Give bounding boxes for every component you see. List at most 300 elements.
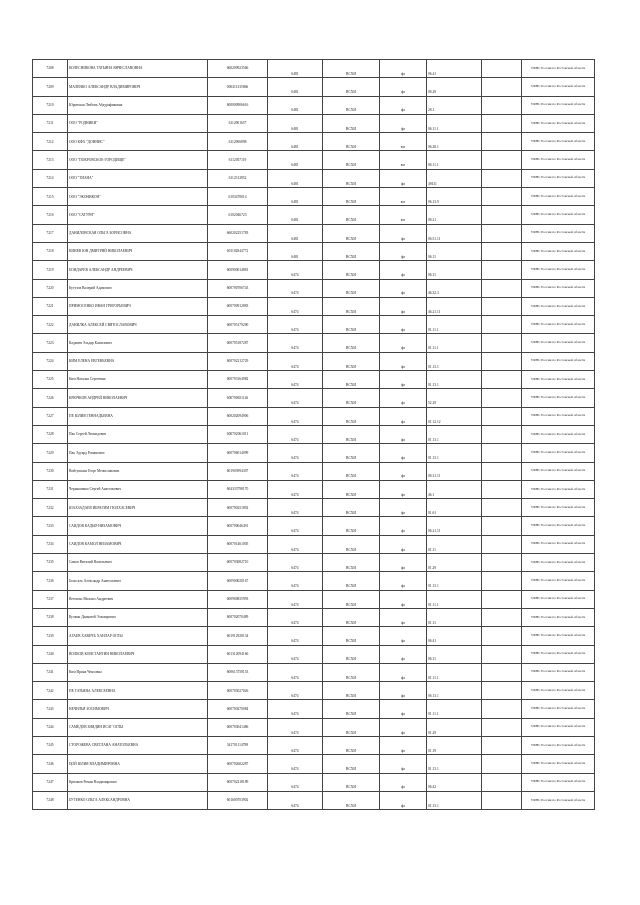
inn-number: 6102046723: [208, 206, 268, 224]
person-type: фл: [380, 169, 427, 187]
tax-office-code: 6481: [268, 114, 323, 132]
holder-name: ООО "ПОКРОВСКОЕ-ГОРОДИЩЕ": [68, 151, 208, 169]
person-type: фл: [380, 700, 427, 718]
empty-cell: [482, 371, 522, 389]
inn-number: 600900014881: [208, 261, 268, 279]
holder-name: Кутузов Валерий Адамович: [68, 279, 208, 297]
table-row: [33, 60, 595, 78]
person-type: фл: [380, 261, 427, 279]
person-type: фл: [380, 627, 427, 645]
tax-kind: ВСХИ: [323, 736, 380, 754]
tax-authority: УФНС России по Ростовской области: [522, 791, 595, 809]
tax-office-code: 6474: [268, 718, 323, 736]
activity-code: 01.13.1: [427, 425, 482, 443]
tax-office-code: 6474: [268, 773, 323, 791]
empty-cell: [482, 718, 522, 736]
row-number: 7232: [33, 499, 68, 517]
tax-authority: УФНС России по Ростовской области: [522, 169, 595, 187]
table-row: [33, 736, 595, 754]
tax-kind: ВСХИ: [323, 499, 380, 517]
holder-name: ООО "ЭКОНИКОН": [68, 188, 208, 206]
inn-number: 604333798170: [208, 480, 268, 498]
row-number: 7246: [33, 755, 68, 773]
holder-name: Самов Виталий Васильевич: [68, 554, 208, 572]
tax-office-code: 6474: [268, 371, 323, 389]
empty-cell: [482, 499, 522, 517]
holder-name: БУТЕНКО ОЛЬГА АЛЕКСАНДРОВНА: [68, 791, 208, 809]
inn-number: 600703041486: [208, 718, 268, 736]
inn-number: 6112901657: [208, 114, 268, 132]
person-type: фл: [380, 590, 427, 608]
person-type: фл: [380, 407, 427, 425]
holder-name: ВОЛКОВ КОНСТАНТИН НИКОЛАЕВИЧ: [68, 645, 208, 663]
holder-name: САИДОВ КАМОЛ НИЗАМОВИЧ: [68, 535, 208, 553]
inn-number: 600705179290: [208, 316, 268, 334]
activity-code: 01.11.1: [427, 590, 482, 608]
table-row: [33, 78, 595, 96]
inn-number: 660202251783: [208, 224, 268, 242]
holder-name: КОЛЕСНИКОВА ТАТЬЯНА ВЯЧЕСЛАВОВНА: [68, 60, 208, 78]
holder-name: СТОРОЖЕВА СВЕТЛАНА АНАТОЛЬЕВНА: [68, 736, 208, 754]
inn-number: 600700251892: [208, 499, 268, 517]
person-type: юл: [380, 151, 427, 169]
tax-authority: УФНС России по Ростовской области: [522, 663, 595, 681]
row-number: 7231: [33, 480, 68, 498]
tax-authority: УФНС России по Ростовской области: [522, 96, 595, 114]
person-type: фл: [380, 682, 427, 700]
tax-kind: ВСХИ: [323, 114, 380, 132]
activity-code: 01.11: [427, 535, 482, 553]
inn-number: 601903994307: [208, 462, 268, 480]
person-type: фл: [380, 60, 427, 78]
holder-name: БОНДАРЕВ АЛЕКСАНДР АНДРЕЕВИЧ: [68, 261, 208, 279]
empty-cell: [482, 407, 522, 425]
table-row: [33, 96, 595, 114]
row-number: 7211: [33, 114, 68, 132]
tax-office-code: 6474: [268, 389, 323, 407]
tax-authority: УФНС России по Ростовской области: [522, 371, 595, 389]
tax-authority: УФНС России по Ростовской области: [522, 608, 595, 626]
activity-code: 01.13.1: [427, 755, 482, 773]
tax-kind: ВСХИ: [323, 371, 380, 389]
activity-code: 06.11: [427, 261, 482, 279]
tax-authority: УФНС России по Ростовской области: [522, 554, 595, 572]
activity-code: 06.31.11: [427, 462, 482, 480]
tax-office-code: 6481: [268, 151, 323, 169]
row-number: 7240: [33, 645, 68, 663]
tax-office-code: 6474: [268, 663, 323, 681]
tax-authority: УФНС России по Ростовской области: [522, 755, 595, 773]
tax-office-code: 6474: [268, 499, 323, 517]
table-row: [33, 242, 595, 260]
person-type: фл: [380, 96, 427, 114]
empty-cell: [482, 389, 522, 407]
tax-office-code: 6481: [268, 169, 323, 187]
activity-code: 06.29: [427, 78, 482, 96]
activity-code: 06.11: [427, 242, 482, 260]
row-number: 7216: [33, 206, 68, 224]
tax-authority: УФНС России по Ростовской области: [522, 334, 595, 352]
tax-kind: ВСХИ: [323, 151, 380, 169]
person-type: фл: [380, 389, 427, 407]
empty-cell: [482, 60, 522, 78]
table-row: [33, 663, 595, 681]
row-number: 7228: [33, 425, 68, 443]
row-number: 7224: [33, 352, 68, 370]
tax-authority: УФНС России по Ростовской области: [522, 407, 595, 425]
row-number: 7209: [33, 78, 68, 96]
activity-code: 06.21: [427, 206, 482, 224]
person-type: фл: [380, 316, 427, 334]
tax-office-code: 6474: [268, 572, 323, 590]
activity-code: 01.29: [427, 718, 482, 736]
tax-authority: УФНС России по Ростовской области: [522, 682, 595, 700]
tax-kind: ВСХИ: [323, 242, 380, 260]
tax-authority: УФНС России по Ростовской области: [522, 78, 595, 96]
row-number: 7219: [33, 261, 68, 279]
inn-number: 600700651126: [208, 389, 268, 407]
row-number: 7214: [33, 169, 68, 187]
activity-code: 06.42: [427, 773, 482, 791]
person-type: фл: [380, 718, 427, 736]
tax-kind: ВСХИ: [323, 279, 380, 297]
tax-kind: ВСХИ: [323, 60, 380, 78]
row-number: 7213: [33, 151, 68, 169]
tax-office-code: 6481: [268, 188, 323, 206]
tax-authority: УФНС России по Ростовской области: [522, 773, 595, 791]
inn-number: 600702602287: [208, 755, 268, 773]
inn-number: 601102844772: [208, 242, 268, 260]
activity-code: 01.11.1: [427, 700, 482, 718]
tax-kind: ВСХИ: [323, 590, 380, 608]
empty-cell: [482, 554, 522, 572]
tax-office-code: 6474: [268, 407, 323, 425]
tax-kind: ВСХИ: [323, 425, 380, 443]
person-type: фл: [380, 480, 427, 498]
holder-name: ШАХЗАДАЕВ ИБРАГИМ ГЮЛХАСЕВИЧ: [68, 499, 208, 517]
tax-office-code: 6474: [268, 425, 323, 443]
activity-code: 46.32.3: [427, 279, 482, 297]
activity-code: 06.41: [427, 60, 482, 78]
inn-number: 600702070489: [208, 608, 268, 626]
table-row: [33, 389, 595, 407]
tax-office-code: 6474: [268, 444, 323, 462]
tax-office-code: 6474: [268, 535, 323, 553]
tax-kind: ВСХИ: [323, 535, 380, 553]
tax-office-code: 6481: [268, 133, 323, 151]
row-number: 7242: [33, 682, 68, 700]
person-type: фл: [380, 773, 427, 791]
activity-code: 01.29: [427, 554, 482, 572]
holder-name: ООО КФХ "ДОННИС": [68, 133, 208, 151]
person-type: фл: [380, 334, 427, 352]
person-type: фл: [380, 645, 427, 663]
activity-code: 01.11.1: [427, 334, 482, 352]
person-type: фл: [380, 517, 427, 535]
tax-kind: ВСХИ: [323, 682, 380, 700]
holder-name: КИНЕВ ЮН ДМИТРИЙ НИКОЛАЕВИЧ: [68, 242, 208, 260]
activity-code: 06.11.1: [427, 114, 482, 132]
holder-name: Ким Наталья Сергеевна: [68, 371, 208, 389]
activity-code: 06.21.11: [427, 517, 482, 535]
empty-cell: [482, 279, 522, 297]
empty-cell: [482, 242, 522, 260]
holder-name: ПЕ ЮЛИЯ ГЕННАДЬЕВНА: [68, 407, 208, 425]
table-row: [33, 554, 595, 572]
row-number: 7212: [33, 133, 68, 151]
tax-authority: УФНС России по Ростовской области: [522, 718, 595, 736]
row-number: 7245: [33, 736, 68, 754]
tax-kind: ВСХИ: [323, 645, 380, 663]
table-row: [33, 188, 595, 206]
empty-cell: [482, 700, 522, 718]
tax-office-code: 6474: [268, 554, 323, 572]
tax-kind: ВСХИ: [323, 133, 380, 151]
row-number: 7239: [33, 627, 68, 645]
table-row: [33, 791, 595, 809]
tax-office-code: 6474: [268, 316, 323, 334]
person-type: фл: [380, 572, 427, 590]
table-row: [33, 682, 595, 700]
table-row: [33, 700, 595, 718]
empty-cell: [482, 480, 522, 498]
table-row: [33, 352, 595, 370]
tax-authority: УФНС России по Ростовской области: [522, 297, 595, 315]
tax-authority: УФНС России по Ростовской области: [522, 151, 595, 169]
tax-office-code: 6474: [268, 608, 323, 626]
table-row: [33, 718, 595, 736]
empty-cell: [482, 188, 522, 206]
registry-table: [32, 59, 595, 810]
row-number: 7248: [33, 791, 68, 809]
tax-authority: УФНС России по Ростовской области: [522, 517, 595, 535]
inn-number: 600202094906: [208, 407, 268, 425]
tax-kind: ВСХИ: [323, 773, 380, 791]
tax-kind: ВСХИ: [323, 572, 380, 590]
tax-kind: ВСХИ: [323, 334, 380, 352]
tax-kind: ВСХИ: [323, 78, 380, 96]
holder-name: АГАЕВ ХАВЕЧЪ ХАНЛАР ОГЛЫ: [68, 627, 208, 645]
tax-authority: УФНС России по Ростовской области: [522, 114, 595, 132]
holder-name: Крючков Роман Владимирович: [68, 773, 208, 791]
tax-authority: УФНС России по Ростовской области: [522, 444, 595, 462]
person-type: фл: [380, 425, 427, 443]
activity-code: 01.19: [427, 736, 482, 754]
holder-name: КИМ ЕЛЕНА ЕВГЕНЬЕВНА: [68, 352, 208, 370]
activity-code: 06.51.11: [427, 224, 482, 242]
row-number: 7221: [33, 297, 68, 315]
tax-office-code: 6474: [268, 645, 323, 663]
inn-number: 6103478014: [208, 188, 268, 206]
tax-authority: УФНС России по Ростовской области: [522, 242, 595, 260]
inn-number: 600702212729: [208, 352, 268, 370]
person-type: фл: [380, 371, 427, 389]
activity-code: 06.13.1: [427, 682, 482, 700]
holder-name: ДАНИЛКА АЛЕКСЕЙ СВЯТОСЛАВОВИЧ: [68, 316, 208, 334]
row-number: 7223: [33, 334, 68, 352]
tax-kind: ВСХИ: [323, 169, 380, 187]
empty-cell: [482, 682, 522, 700]
tax-office-code: 6481: [268, 60, 323, 78]
inn-number: 000411335866: [208, 78, 268, 96]
tax-kind: ВСХИ: [323, 96, 380, 114]
person-type: фл: [380, 279, 427, 297]
tax-office-code: 6474: [268, 755, 323, 773]
row-number: 7247: [33, 773, 68, 791]
tax-kind: ВСХИ: [323, 261, 380, 279]
activity-code: 06.11: [427, 645, 482, 663]
table-row: [33, 151, 595, 169]
activity-code: 06.13.9: [427, 188, 482, 206]
tax-office-code: 6474: [268, 791, 323, 809]
tax-office-code: 6481: [268, 78, 323, 96]
holder-name: КРЮЧКОВ АНДРЕЙ НИКОЛАЕВИЧ: [68, 389, 208, 407]
table-row: [33, 261, 595, 279]
tax-authority: УФНС России по Ростовской области: [522, 133, 595, 151]
tax-kind: ВСХИ: [323, 718, 380, 736]
tax-kind: ВСХИ: [323, 316, 380, 334]
inn-number: 600700912883: [208, 297, 268, 315]
registry-table-body: [33, 60, 595, 810]
holder-name: ЦОЙ ЮЛИЯ ВЛАДИМИРОВНА: [68, 755, 208, 773]
tax-office-code: 6474: [268, 736, 323, 754]
row-number: 7235: [33, 554, 68, 572]
tax-office-code: 6474: [268, 462, 323, 480]
empty-cell: [482, 334, 522, 352]
person-type: фл: [380, 791, 427, 809]
person-type: фл: [380, 554, 427, 572]
row-number: 7243: [33, 700, 68, 718]
activity-code: 01.11.1: [427, 663, 482, 681]
holder-name: Кадмаев Эльдар Камилович: [68, 334, 208, 352]
row-number: 7215: [33, 188, 68, 206]
row-number: 7244: [33, 718, 68, 736]
empty-cell: [482, 151, 522, 169]
empty-cell: [482, 444, 522, 462]
inn-number: 600700706743: [208, 279, 268, 297]
tax-authority: УФНС России по Ростовской области: [522, 279, 595, 297]
empty-cell: [482, 462, 522, 480]
empty-cell: [482, 352, 522, 370]
holder-name: Кучкин Дьяковой Эльмирович: [68, 608, 208, 626]
row-number: 7230: [33, 462, 68, 480]
tax-office-code: 6474: [268, 297, 323, 315]
tax-office-code: 6474: [268, 627, 323, 645]
activity-code: 06.41: [427, 627, 482, 645]
activity-code: 06.28.1: [427, 133, 482, 151]
table-row: [33, 517, 595, 535]
tax-authority: УФНС России по Ростовской области: [522, 389, 595, 407]
activity-code: 28.1: [427, 96, 482, 114]
tax-office-code: 6474: [268, 700, 323, 718]
table-row: [33, 535, 595, 553]
holder-name: ДАНИЛОВСКАЯ ОЛЬГА БОРИСОВНА: [68, 224, 208, 242]
row-number: 7237: [33, 590, 68, 608]
person-type: фл: [380, 499, 427, 517]
tax-kind: ВСХИ: [323, 480, 380, 498]
tax-kind: ВСХИ: [323, 663, 380, 681]
tax-authority: УФНС России по Ростовской области: [522, 316, 595, 334]
tax-office-code: 6474: [268, 590, 323, 608]
table-row: [33, 425, 595, 443]
person-type: юл: [380, 188, 427, 206]
tax-kind: ВСХИ: [323, 608, 380, 626]
person-type: фл: [380, 608, 427, 626]
table-row: [33, 114, 595, 132]
table-row: [33, 133, 595, 151]
activity-code: 01.11.1: [427, 316, 482, 334]
inn-number: 660200923566: [208, 60, 268, 78]
tax-kind: ВСХИ: [323, 627, 380, 645]
row-number: 7229: [33, 444, 68, 462]
empty-cell: [482, 206, 522, 224]
person-type: фл: [380, 224, 427, 242]
row-number: 7234: [33, 535, 68, 553]
row-number: 7241: [33, 663, 68, 681]
row-number: 7238: [33, 608, 68, 626]
table-row: [33, 755, 595, 773]
person-type: фл: [380, 535, 427, 553]
table-row: [33, 627, 595, 645]
empty-cell: [482, 114, 522, 132]
holder-name: ООО "ТИАНА": [68, 169, 208, 187]
inn-number: 600613758153: [208, 663, 268, 681]
tax-kind: ВСХИ: [323, 554, 380, 572]
holder-name: САМЕДОВ ЗИЯДИН ИСАГ ОГЛЫ: [68, 718, 208, 736]
activity-code: 46.1: [427, 480, 482, 498]
empty-cell: [482, 297, 522, 315]
tax-office-code: 6474: [268, 279, 323, 297]
holder-name: ПЕ ТАТЬЯНА АЛЕКСЕЕВНА: [68, 682, 208, 700]
table-row: [33, 608, 595, 626]
activity-code: 52.29: [427, 389, 482, 407]
row-number: 7225: [33, 371, 68, 389]
row-number: 7226: [33, 389, 68, 407]
table-row: [33, 169, 595, 187]
inn-number: 601312094166: [208, 645, 268, 663]
tax-authority: УФНС России по Ростовской области: [522, 188, 595, 206]
empty-cell: [482, 133, 522, 151]
empty-cell: [482, 517, 522, 535]
row-number: 7222: [33, 316, 68, 334]
empty-cell: [482, 755, 522, 773]
holder-name: ООО "РОДНИКИ": [68, 114, 208, 132]
inn-number: 600705187287: [208, 334, 268, 352]
table-row: [33, 297, 595, 315]
inn-number: 601912928134: [208, 627, 268, 645]
empty-cell: [482, 169, 522, 187]
table-row: [33, 279, 595, 297]
person-type: фл: [380, 755, 427, 773]
inn-number: 6112057119: [208, 151, 268, 169]
inn-number: 600900835993: [208, 590, 268, 608]
inn-number: 600000906616: [208, 96, 268, 114]
table-row: [33, 407, 595, 425]
tax-office-code: 6474: [268, 352, 323, 370]
tax-kind: ВСХИ: [323, 755, 380, 773]
inn-number: 600702061011: [208, 425, 268, 443]
tax-authority: УФНС России по Ростовской области: [522, 499, 595, 517]
activity-code: 46.21.11: [427, 297, 482, 315]
row-number: 7208: [33, 60, 68, 78]
person-type: фл: [380, 297, 427, 315]
activity-code: 01.13.1: [427, 572, 482, 590]
activity-code: 01.61: [427, 499, 482, 517]
tax-kind: ВСХИ: [323, 188, 380, 206]
holder-name: Юровская Любовь Абдурафиковна: [68, 96, 208, 114]
activity-code: 06.11.1: [427, 151, 482, 169]
person-type: юл: [380, 206, 427, 224]
